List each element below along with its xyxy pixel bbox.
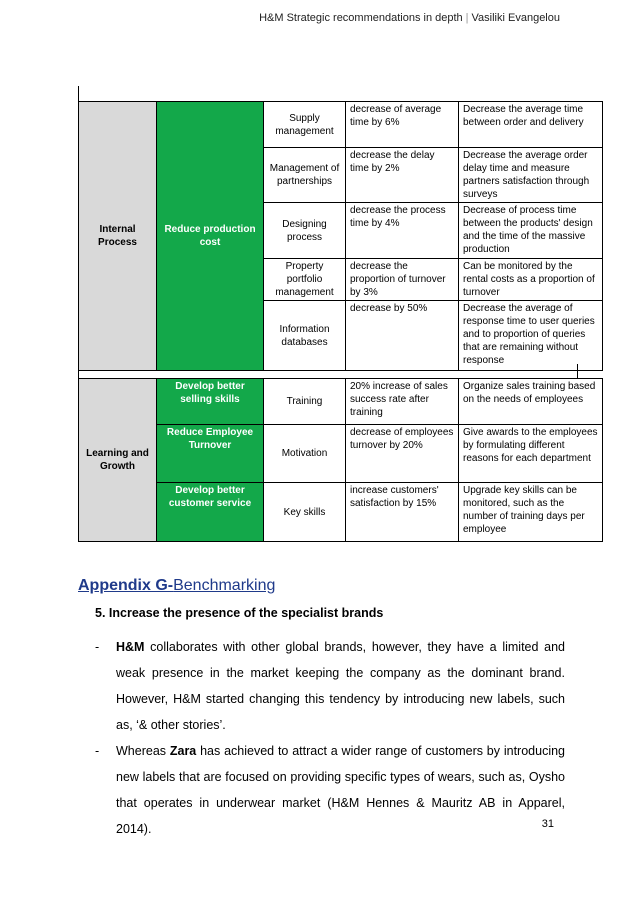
brand-name: Zara [169,744,197,758]
table-continuation-line [78,86,79,102]
objective-cell: Reduce Employee Turnover [157,425,264,483]
action-cell: Training [264,379,346,425]
action-cell: Property portfolio management [264,259,346,301]
header-title: H&M Strategic recommendations in depth [259,12,463,24]
target-cell: decrease by 50% [346,301,459,371]
section-heading: 5. Increase the presence of the specialist brands [95,606,384,620]
brand-name: H&M [116,640,145,654]
internal-process-table [78,101,603,371]
action-cell: Key skills [264,483,346,542]
initiative-cell: Decrease the average of response time to user queries and to proportion of queries that are remaining without response [459,301,603,371]
action-cell: Motivation [264,425,346,483]
initiative-cell: Can be monitored by the rental costs as a proportion of turnover [459,259,603,301]
initiative-cell: Organize sales training based on the needs of employees [459,379,603,425]
bullet-dash: - [95,744,100,758]
initiative-cell: Give awards to the employees by formulating different reasons for each department [459,425,603,483]
objective-cell: Develop better customer service [157,483,264,542]
objective-cell: Reduce production cost [157,102,264,371]
initiative-cell: Decrease of process time between the products' design and the time of the massive production [459,203,603,259]
objective-cell: Develop better selling skills [157,379,264,425]
page-number: 31 [541,818,554,830]
target-cell: 20% increase of sales success rate after training [346,379,459,425]
target-cell: decrease the process time by 4% [346,203,459,259]
category-cell: Learning and Growth [79,379,157,542]
action-cell: Supply management [264,102,346,148]
target-cell: decrease of employees turnover by 20% [346,425,459,483]
paragraph-hm: - H&M collaborates with other global brands, however, they have a limited and weak presence in the market keeping the company as the dominant brand. However, H&M started changing this tendency by introducing new labels, such as, ‘& other stories’. [95,634,565,738]
action-cell: Designing process [264,203,346,259]
bullet-dash: - [95,640,100,654]
header-author: Vasiliki Evangelou [471,12,560,24]
initiative-cell: Upgrade key skills can be monitored, such as the number of training days per employee [459,483,603,542]
initiative-cell: Decrease the average order delay time and measure partners satisfaction through surveys [459,148,603,203]
action-cell: Management of partnerships [264,148,346,203]
learning-growth-table [78,378,603,542]
target-cell: increase customers' satisfaction by 15% [346,483,459,542]
target-cell: decrease of average time by 6% [346,102,459,148]
paragraph-zara: - Whereas Zara has achieved to attract a wider range of customers by introducing new labels that are focused on providing specific types of wears, such as, Oysho that operates in underwear market (H&M Hennes & Mauritz AB in Apparel, 2014). [95,738,565,842]
header-separator: | [465,12,469,24]
action-cell: Information databases [264,301,346,371]
target-cell: decrease the proportion of turnover by 3% [346,259,459,301]
running-header [259,12,560,24]
category-cell: Internal Process [79,102,157,371]
initiative-cell: Decrease the average time between order and delivery [459,102,603,148]
target-cell: decrease the delay time by 2% [346,148,459,203]
appendix-heading: Appendix G-Benchmarking [78,577,276,594]
table-spacer [78,364,578,378]
